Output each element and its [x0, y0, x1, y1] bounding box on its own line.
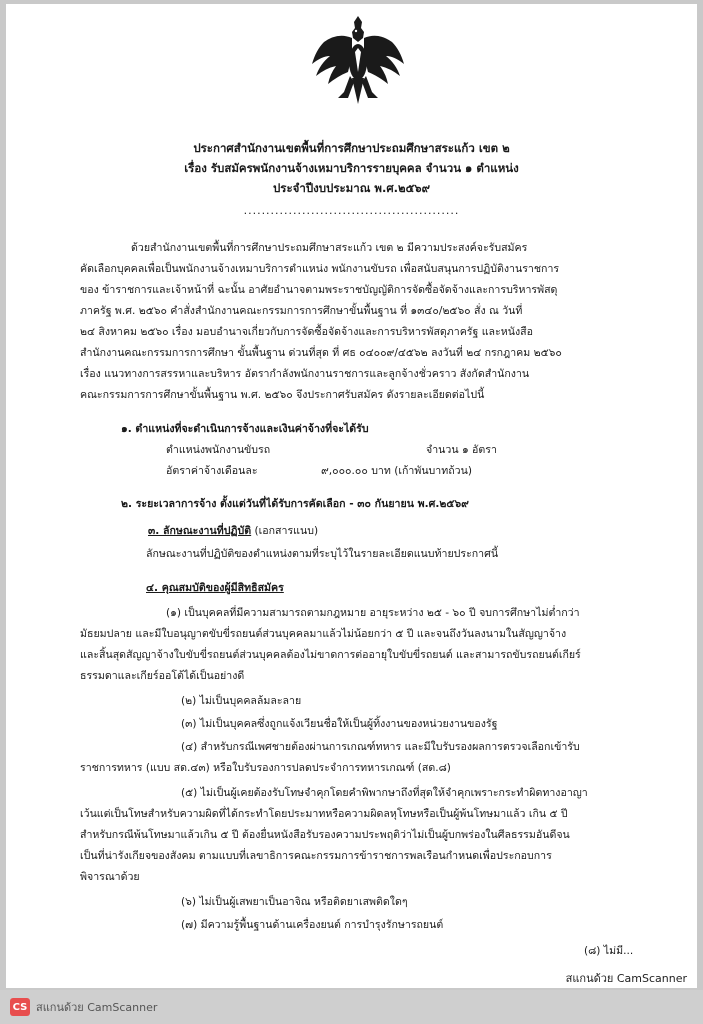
continued-marker: (๘) ไม่มี...	[584, 945, 634, 957]
qualification-line: มัธยมปลาย และมีใบอนุญาตขับขี่รถยนต์ส่วนบุคคลมาแล้วไม่น้อยกว่า ๕ ปี และจนถึงวันลงนามในสัญญาจ้าง	[80, 628, 567, 640]
qualification-line: พิจารณาด้วย	[80, 871, 140, 883]
intro-line: คณะกรรมการการศึกษาขั้นพื้นฐาน พ.ศ. ๒๕๖๐ จึงประกาศรับสมัคร ดังรายละเอียดต่อไปนี้	[80, 389, 485, 401]
camscanner-logo-icon: CS	[10, 998, 30, 1016]
qualification-line: (๕) ไม่เป็นผู้เคยต้องรับโทษจำคุกโดยคำพิพากษาถึงที่สุดให้จำคุกเพราะกระทำผิดทางอาญา	[181, 787, 588, 799]
intro-line: ๒๔ สิงหาคม ๒๕๖๐ เรื่อง มอบอำนาจเกี่ยวกับการจัดซื้อจัดจ้างและการบริหารพัสดุภาครัฐ และหนังสือ	[80, 326, 533, 338]
section-1-heading: ๑. ตำแหน่งที่จะดำเนินการจ้างและเงินค่าจ้างที่จะได้รับ	[121, 423, 369, 435]
section-2-heading: ๒. ระยะเวลาการจ้าง ตั้งแต่วันที่ได้รับการคัดเลือก - ๓๐ กันยายน พ.ศ.๒๕๖๙	[121, 498, 469, 510]
announcement-title: ประกาศสำนักงานเขตพื้นที่การศึกษาประถมศึกษาสระแก้ว เขต ๒	[193, 141, 510, 155]
document-page	[6, 4, 697, 988]
position-label: ตำแหน่งพนักงานขับรถ	[166, 444, 271, 456]
qualification-line: และสิ้นสุดสัญญาจ้างใบขับขี่รถยนต์ส่วนบุคคลต้องไม่ขาดการต่ออายุใบขับขี่รถยนต์ และสามารถขับรถยนต์เกียร์	[80, 649, 581, 661]
qualification-line: (๔) สำหรับกรณีเพศชายต้องผ่านการเกณฑ์ทหาร และมีใบรับรองผลการตรวจเลือกเข้ารับ	[181, 741, 580, 753]
intro-line: สำนักงานคณะกรรมการการศึกษา ขั้นพื้นฐาน ด่วนที่สุด ที่ ศธ ๐๔๐๐๙/๔๕๖๒ ลงวันที่ ๒๔ กรกฎาคม ๒๕๖๐	[80, 347, 562, 359]
position-count: จำนวน ๑ อัตรา	[426, 444, 497, 456]
rate-value: ๙,๐๐๐.๐๐ บาท (เก้าพันบาทถ้วน)	[321, 465, 472, 477]
title-divider: ................................................	[243, 204, 460, 217]
qualification-line: สำหรับกรณีพ้นโทษมาแล้วเกิน ๕ ปี ต้องยื่นหนังสือรับรองความประพฤติว่าไม่เป็นผู้บกพร่องในศีลธรรมอันดีจน	[80, 829, 570, 841]
camscanner-footer-text: สแกนด้วย CamScanner	[36, 1001, 158, 1014]
garuda-emblem-icon	[308, 12, 408, 108]
announcement-subject: เรื่อง รับสมัครพนักงานจ้างเหมาบริการรายบุคคล จำนวน ๑ ตำแหน่ง	[184, 161, 519, 175]
qualification-line: ธรรมดาและเกียร์ออโต้ได้เป็นอย่างดี	[80, 670, 245, 682]
section-3-heading-row	[148, 524, 318, 538]
rate-label: อัตราค่าจ้างเดือนละ	[166, 465, 258, 477]
qualification-line: ราชการทหาร (แบบ สด.๔๓) หรือใบรับรองการปลดประจำการทหารเกณฑ์ (สด.๘)	[80, 762, 451, 774]
section-3-text: ลักษณะงานที่ปฏิบัติของตำแหน่งตามที่ระบุไว้ในรายละเอียดแนบท้ายประกาศนี้	[146, 548, 499, 560]
camscanner-watermark: สแกนด้วย CamScanner	[565, 972, 687, 985]
section-3-heading: ๓. ลักษณะงานที่ปฏิบัติ	[148, 525, 252, 537]
intro-line: ของ ข้าราชการและเจ้าหน้าที่ ฉะนั้น อาศัยอำนาจตามพระราชบัญญัติการจัดซื้อจัดจ้างและการบริหารพัสดุ	[80, 284, 558, 296]
qualification-line: (๒) ไม่เป็นบุคคลล้มละลาย	[181, 695, 302, 707]
intro-line: ภาครัฐ พ.ศ. ๒๕๖๐ คำสั่งสำนักงานคณะกรรมการการศึกษาขั้นพื้นฐาน ที่ ๑๓๔๐/๒๕๖๐ สั่ง ณ วันที่	[80, 305, 523, 317]
qualification-line: (๑) เป็นบุคคลที่มีความสามารถตามกฎหมาย อายุระหว่าง ๒๕ - ๖๐ ปี จบการศึกษาไม่ต่ำกว่า	[166, 607, 580, 619]
intro-line: เรื่อง แนวทางการสรรหาและบริหาร อัตรากำลังพนักงานราชการและลูกจ้างชั่วคราว สังกัดสำนักงาน	[80, 368, 530, 380]
fiscal-year-line: ประจำปีงบประมาณ พ.ศ.๒๕๖๙	[272, 181, 431, 195]
qualification-line: เป็นที่น่ารังเกียจของสังคม ตามแบบที่เลขาธิการคณะกรรมการข้าราชการพลเรือนกำหนดเพื่อประกอบการ	[80, 850, 552, 862]
section-4-heading: ๔. คุณสมบัติของผู้มีสิทธิสมัคร	[146, 582, 284, 594]
intro-line: ด้วยสำนักงานเขตพื้นที่การศึกษาประถมศึกษาสระแก้ว เขต ๒ มีความประสงค์จะรับสมัคร	[131, 242, 528, 254]
camscanner-footer	[0, 990, 703, 1024]
qualification-line: (๖) ไม่เป็นผู้เสพยาเป็นอาจิณ หรือติดยาเสพติดใดๆ	[181, 896, 408, 908]
qualification-line: (๗) มีความรู้พื้นฐานด้านเครื่องยนต์ การบำรุงรักษารถยนต์	[181, 919, 444, 931]
section-3-note: (เอกสารแนบ)	[254, 525, 319, 537]
intro-line: คัดเลือกบุคคลเพื่อเป็นพนักงานจ้างเหมาบริการตำแหน่ง พนักงานขับรถ เพื่อสนับสนุนการปฏิบัติงานราชการ	[80, 263, 560, 275]
qualification-line: เว้นแต่เป็นโทษสำหรับความผิดที่ได้กระทำโดยประมาทหรือความผิดลหุโทษหรือเป็นผู้พ้นโทษมาแล้ว เกิน ๕ ปี	[80, 808, 568, 820]
qualification-line: (๓) ไม่เป็นบุคคลซึ่งถูกแจ้งเวียนชื่อให้เป็นผู้ทิ้งงานของหน่วยงานของรัฐ	[181, 718, 498, 730]
